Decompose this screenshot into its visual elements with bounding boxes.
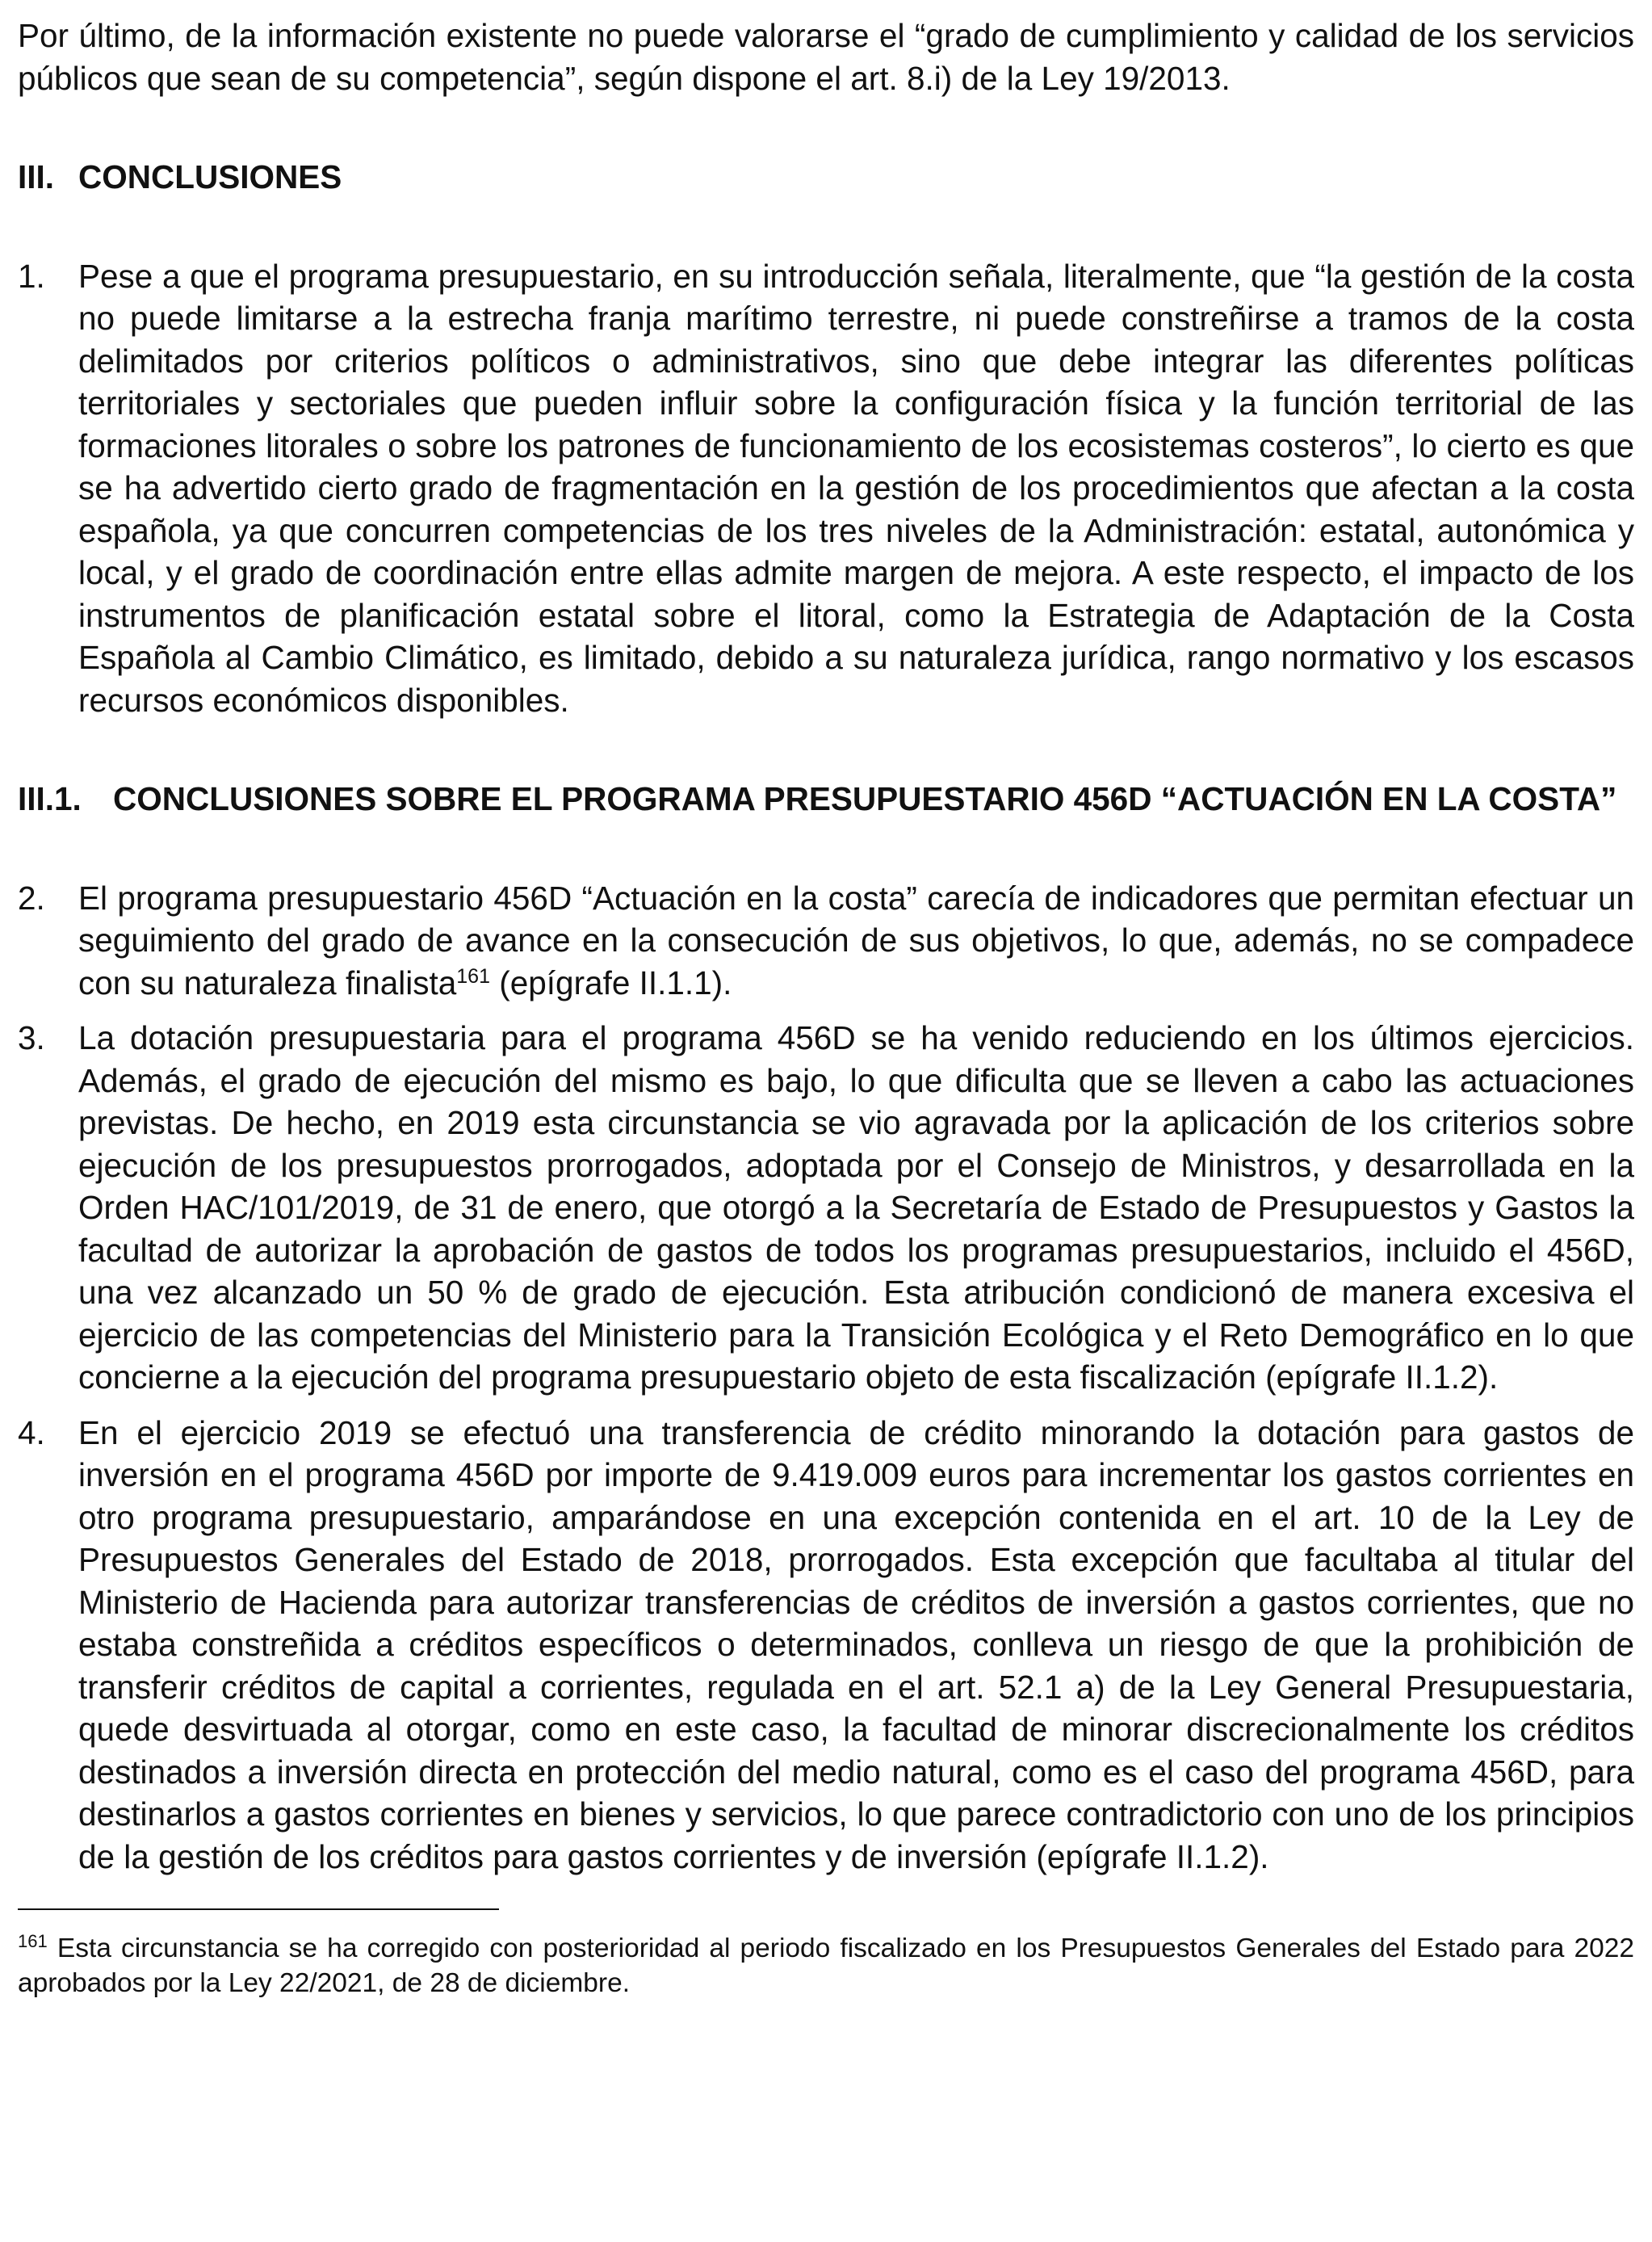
item-number: 1.: [18, 257, 45, 295]
footnote-text: Esta circunstancia se ha corregido con posterioridad al periodo fiscalizado en los Presupuestos Generales del Estado para 2022 aprobados por la Ley 22/2021, de 28 de diciembre.: [18, 1933, 1634, 1998]
item-text: En el ejercicio 2019 se efectuó una transferencia de crédito minorando la dotación para gastos de inversión en el programa 456D por importe de 9.419.009 euros para incrementar los gastos corrientes en otro programa presupuestario, amparándose en una excepción contenida en el art. 10 de la Ley de Presupuestos Generales del Estado de 2018, prorrogados. Esta excepción que facultaba al titular del Ministerio de Hacienda para autorizar transferencias de créditos de inversión a gastos corrientes, que no estaba constreñida a créditos específicos o determinados, conlleva un riesgo de que la prohibición de transferir créditos de capital a corrientes, regulada en el art. 52.1 a) de la Ley General Presupuestaria, quede desvirtuada al otorgar, como en este caso, la facultad de minorar discrecionalmente los créditos destinados a inversión directa en protección del medio natural, como es el caso del programa 456D, para destinarlos a gastos corrientes en bienes y servicios, lo que parece contradictorio con uno de los principios de la gestión de los créditos para gastos corrientes y de inversión (epígrafe II.1.2).: [78, 1413, 1634, 1875]
subsection-number: III.1.: [18, 780, 82, 817]
subsection-title: CONCLUSIONES SOBRE EL PROGRAMA PRESUPUESTARIO 456D “ACTUACIÓN EN LA COSTA”: [113, 780, 1617, 817]
item-number: 4.: [18, 1413, 45, 1451]
section-number: III.: [18, 158, 55, 195]
footnote-separator: [18, 1908, 499, 1910]
footnote: [18, 1931, 1634, 2001]
document-page: [18, 15, 1634, 2001]
section-title: CONCLUSIONES: [78, 158, 342, 195]
conclusion-item-4: [18, 1412, 1634, 1879]
intro-paragraph: Por último, de la información existente no puede valorarse el “grado de cumplimiento y calidad de los servicios públicos que sean de su competencia”, según dispone el art. 8.i) de la Ley 19/2013.: [18, 17, 1634, 97]
item-text-after-ref: (epígrafe II.1.1).: [490, 964, 732, 1001]
conclusion-item-1: [18, 255, 1634, 722]
conclusion-item-2: [18, 877, 1634, 1005]
item-text: Pese a que el programa presupuestario, en su introducción señala, literalmente, que “la gestión de la costa no puede limitarse a la estrecha franja marítimo terrestre, ni puede constreñirse a tramos de la costa delimitados por criterios políticos o administrativos, sino que debe integrar las diferentes políticas territoriales y sectoriales que pueden influir sobre la configuración física y la función territorial de las formaciones litorales o sobre los patrones de funcionamiento de los ecosistemas costeros”, lo cierto es que se ha advertido cierto grado de fragmentación en la gestión de los procedimientos que afectan a la costa española, ya que concurren competencias de los tres niveles de la Administración: estatal, autonómica y local, y el grado de coordinación entre ellas admite margen de mejora. A este respecto, el impacto de los instrumentos de planificación estatal sobre el litoral, como la Estrategia de Adaptación de la Costa Española al Cambio Climático, es limitado, debido a su naturaleza jurídica, rango normativo y los escasos recursos económicos disponibles.: [78, 257, 1634, 719]
item-number: 3.: [18, 1019, 45, 1056]
conclusion-item-3: [18, 1017, 1634, 1399]
footnote-reference[interactable]: 161: [456, 964, 490, 988]
item-text-before-ref: El programa presupuestario 456D “Actuación en la costa” carecía de indicadores que permitan efectuar un seguimiento del grado de avance en la consecución de sus objetivos, lo que, además, no se compadece con su naturaleza finalista: [78, 879, 1634, 1001]
item-text: [78, 877, 1634, 1005]
item-text: La dotación presupuestaria para el programa 456D se ha venido reduciendo en los últimos ejercicios. Además, el grado de ejecución del mismo es bajo, lo que dificulta que se lleven a cabo las actuaciones previstas. De hecho, en 2019 esta circunstancia se vio agravada por la aplicación de los criterios sobre ejecución de los presupuestos prorrogados, adoptada por el Consejo de Ministros, y desarrollada en la Orden HAC/101/2019, de 31 de enero, que otorgó a la Secretaría de Estado de Presupuestos y Gastos la facultad de autorizar la aprobación de gastos de todos los programas presupuestarios, incluido el 456D, una vez alcanzado un 50 % de grado de ejecución. Esta atribución condicionó de manera excesiva el ejercicio de las competencias del Ministerio para la Transición Ecológica y el Reto Demográfico en lo que concierne a la ejecución del programa presupuestario objeto de esta fiscalización (epígrafe II.1.2).: [78, 1019, 1634, 1396]
footnote-number: 161: [18, 1931, 48, 1951]
subsection-heading: [18, 778, 1634, 821]
section-heading: [18, 156, 1634, 199]
item-number: 2.: [18, 879, 45, 917]
